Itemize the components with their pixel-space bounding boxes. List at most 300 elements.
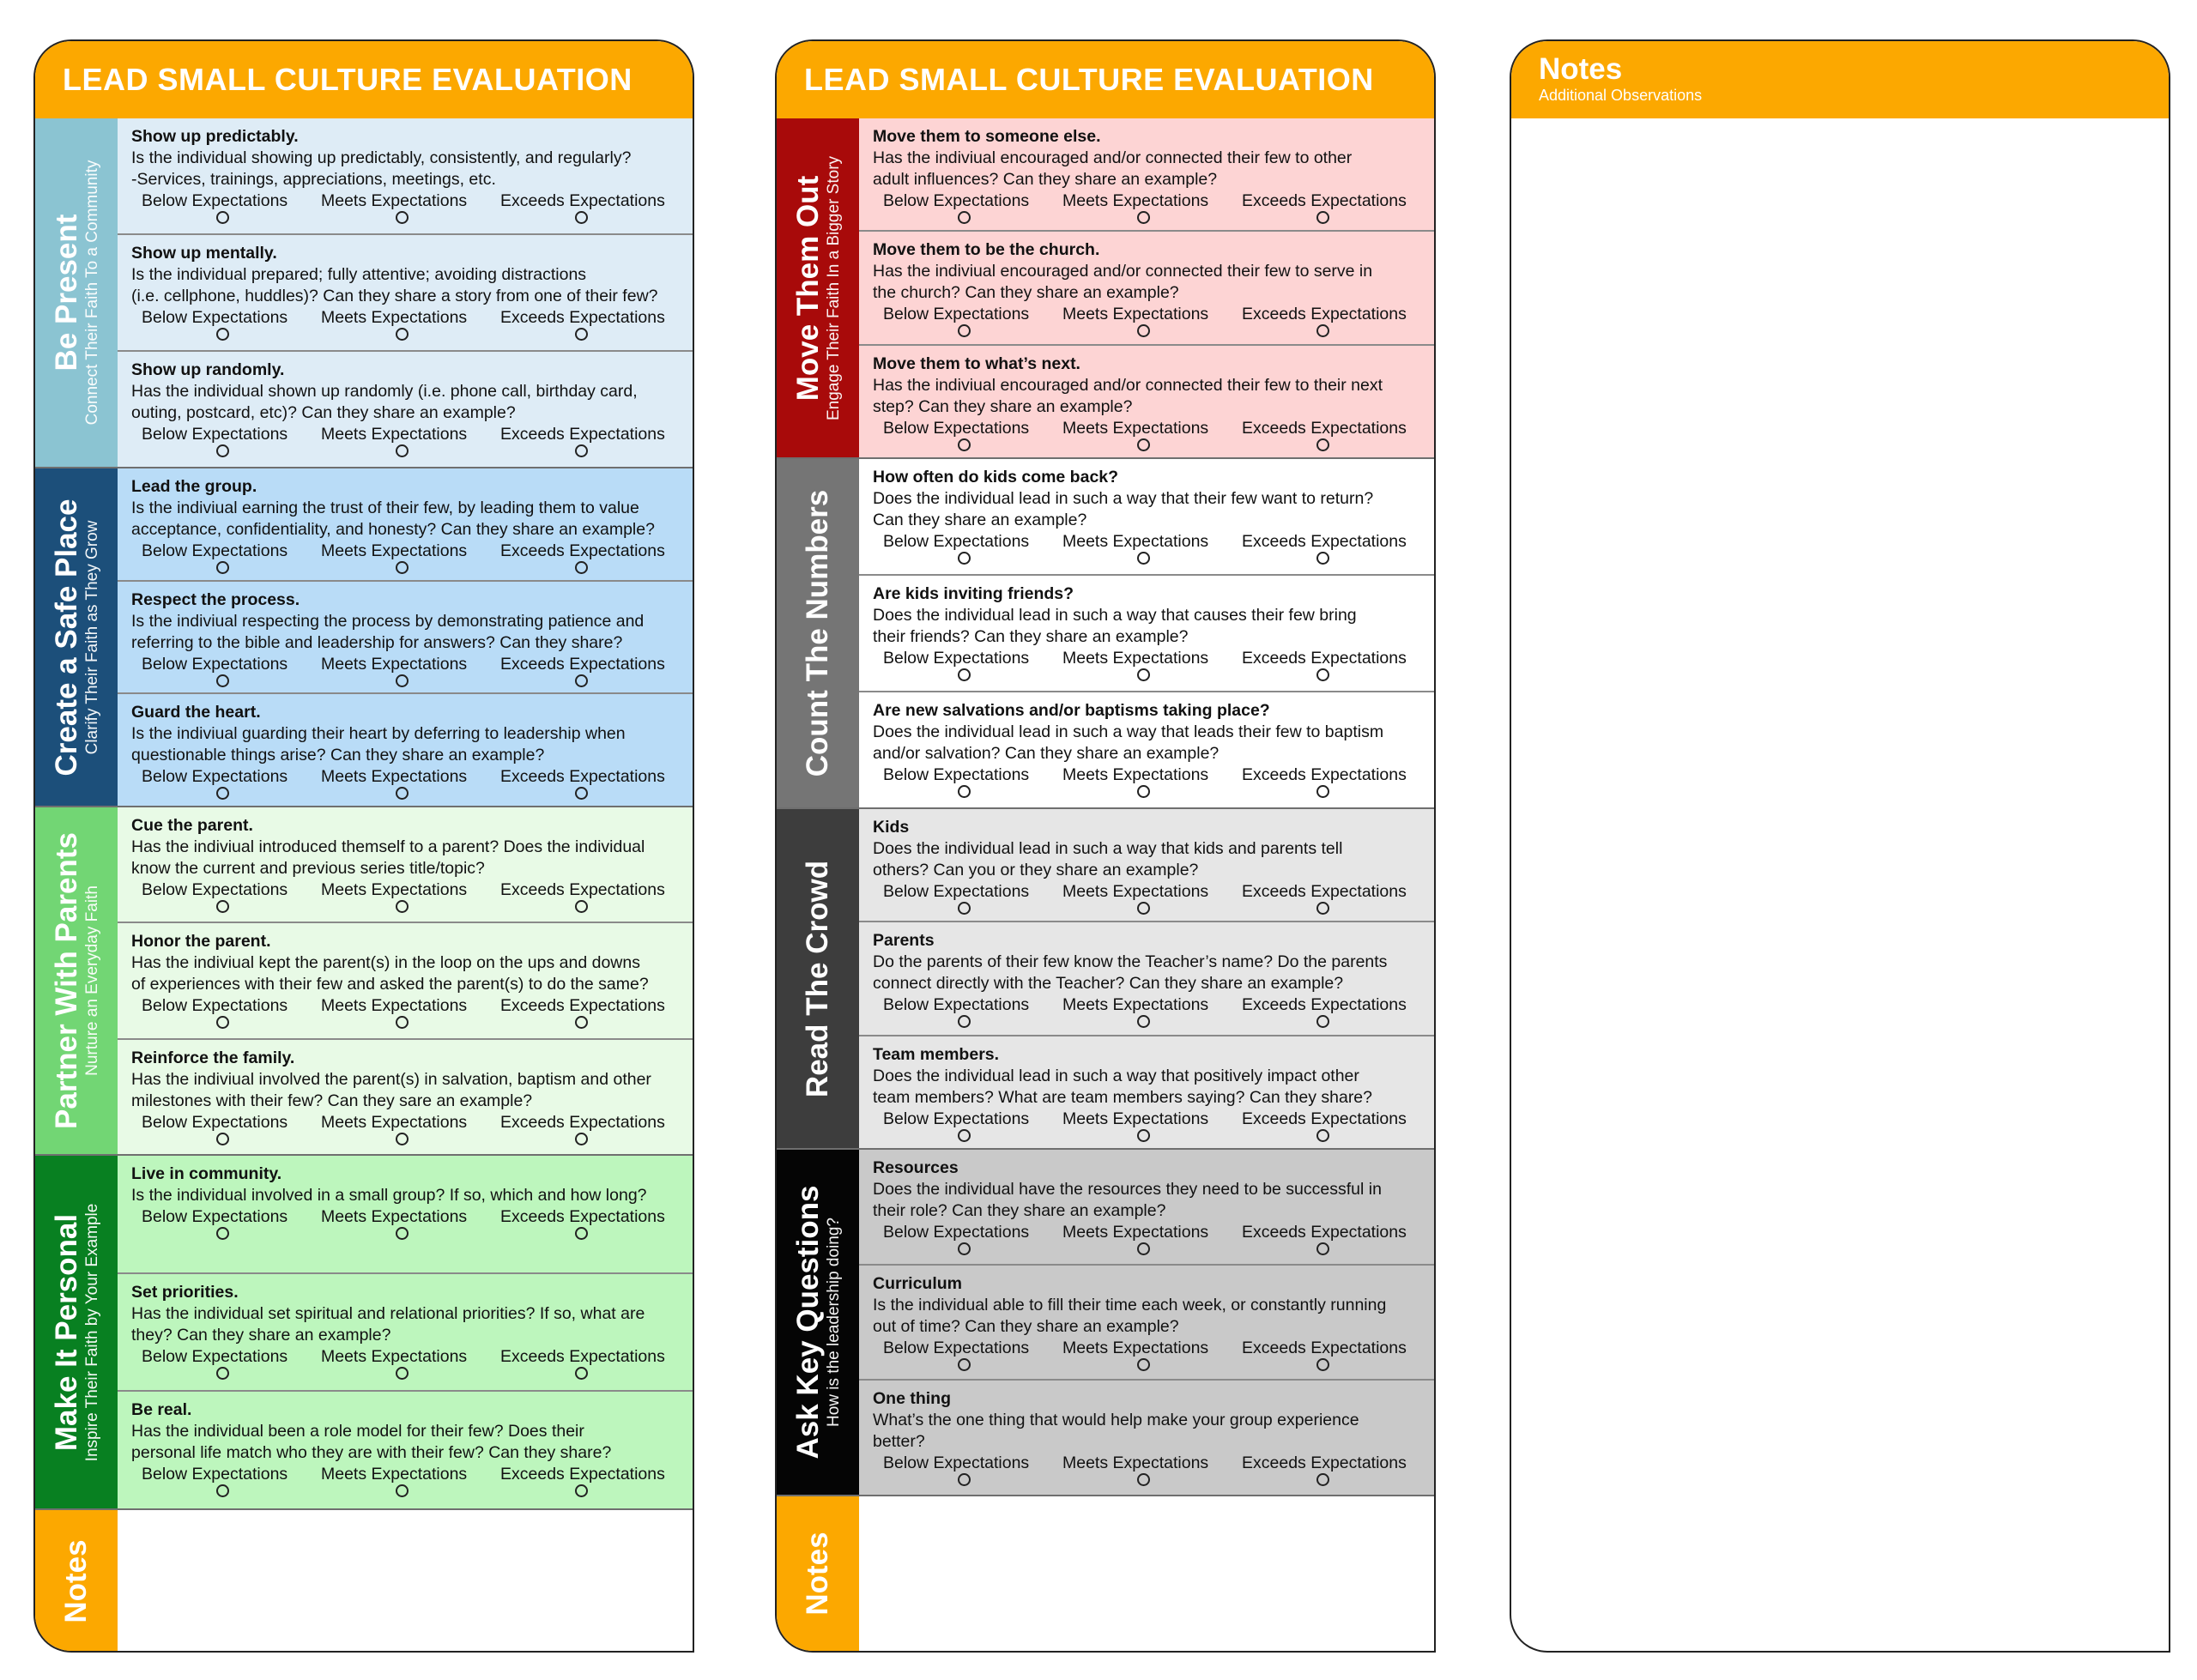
rating-option-below[interactable] — [142, 191, 321, 224]
question-text: Does the individual have the resources they need to be successful in their role? Can they share an example? — [873, 1180, 1382, 1220]
rating-option-exceeds[interactable] — [500, 425, 680, 457]
rating-label: Exceeds Expectations — [1242, 191, 1407, 210]
evaluation-card-left — [33, 39, 694, 1653]
rating-option-below[interactable] — [883, 419, 1062, 451]
rating-label: Meets Expectations — [321, 996, 468, 1016]
rating-option-exceeds[interactable] — [500, 308, 680, 341]
rating-option-exceeds[interactable] — [500, 655, 680, 687]
rating-label: Meets Expectations — [321, 191, 468, 210]
rating-option-below[interactable] — [883, 1109, 1062, 1142]
rating-label: Exceeds Expectations — [1242, 305, 1407, 324]
rating-option-meets[interactable] — [1062, 882, 1242, 915]
rating-radio[interactable] — [216, 1367, 229, 1380]
rating-radio[interactable] — [1137, 1473, 1150, 1486]
section-read-the-crowd — [777, 809, 1434, 1150]
question-item — [118, 468, 693, 582]
rating-option-below[interactable] — [883, 191, 1062, 224]
rating-option-below[interactable] — [142, 655, 321, 687]
notes-area[interactable] — [118, 1510, 693, 1653]
rating-option-meets[interactable] — [1062, 1339, 1242, 1371]
notes-row — [35, 1510, 693, 1653]
rating-option-meets[interactable] — [321, 880, 500, 913]
rating-radio[interactable] — [216, 444, 229, 457]
question-title: Curriculum — [873, 1273, 963, 1293]
rating-scale — [873, 532, 1427, 565]
rating-option-below[interactable] — [142, 1347, 321, 1380]
question-text: Has the individual shown up randomly (i.e. phone call, birthday card, outing, postcard, etc)? Can they share an example? — [131, 382, 638, 422]
question-title: Be real. — [131, 1400, 192, 1420]
question-title: How often do kids come back? — [873, 468, 1119, 486]
question-text: Has the indiviual introduced themself to a parent? Does the individual know the current and previous series title/topic? — [131, 837, 645, 878]
rating-option-below[interactable] — [883, 532, 1062, 565]
rating-option-below[interactable] — [142, 425, 321, 457]
rating-scale — [131, 541, 686, 574]
rating-label: Below Expectations — [142, 1346, 288, 1366]
question-title: Parents — [873, 931, 935, 951]
rating-scale — [873, 1453, 1427, 1486]
question-title: Move them to what’s next. — [873, 354, 1080, 373]
rating-option-meets[interactable] — [1062, 995, 1242, 1028]
rating-radio[interactable] — [216, 900, 229, 913]
notes-tab — [35, 1510, 118, 1653]
rating-radio[interactable] — [575, 787, 588, 800]
question-item — [859, 809, 1434, 922]
rating-label: Meets Expectations — [321, 1207, 468, 1226]
rating-scale — [131, 1113, 686, 1145]
rating-radio[interactable] — [1137, 324, 1150, 337]
rating-radio[interactable] — [575, 674, 588, 687]
rating-label: Meets Expectations — [1062, 1453, 1209, 1473]
question-title: Respect the process. — [131, 589, 300, 609]
rating-label: Meets Expectations — [1062, 995, 1209, 1015]
section-tab — [35, 468, 118, 806]
notes-row — [777, 1496, 1434, 1651]
rating-option-meets[interactable] — [1062, 1109, 1242, 1142]
rating-option-exceeds[interactable] — [500, 1347, 680, 1380]
rating-label: Exceeds Expectations — [500, 996, 665, 1016]
rating-label: Exceeds Expectations — [1242, 1338, 1407, 1357]
rating-option-exceeds[interactable] — [1242, 305, 1421, 337]
question-title: Show up predictably. — [131, 127, 299, 146]
section-title: Ask Key Questions — [791, 1185, 825, 1459]
rating-radio[interactable] — [216, 787, 229, 800]
question-text: Do the parents of their few know the Teacher’s name? Do the parents connect directly with the Teacher? Can they share an example? — [873, 952, 1388, 994]
rating-radio[interactable] — [575, 1484, 588, 1497]
section-subtitle: How is the leadership doing? — [825, 1218, 843, 1427]
rating-label: Meets Expectations — [321, 1465, 468, 1484]
section-title: Move Them Out — [791, 175, 825, 401]
rating-option-exceeds[interactable] — [1242, 649, 1421, 681]
rating-scale — [873, 1109, 1427, 1142]
rating-option-meets[interactable] — [321, 1113, 500, 1145]
rating-option-meets[interactable] — [321, 308, 500, 341]
question-item — [859, 232, 1434, 345]
rating-option-meets[interactable] — [1062, 1453, 1242, 1486]
question-item — [859, 1266, 1434, 1381]
rating-option-meets[interactable] — [321, 425, 500, 457]
rating-label: Meets Expectations — [321, 541, 468, 560]
card-title: LEAD SMALL CULTURE EVALUATION — [777, 41, 1434, 118]
rating-option-meets[interactable] — [321, 541, 500, 574]
question-list — [859, 459, 1434, 807]
rating-radio[interactable] — [958, 1242, 971, 1255]
rating-radio[interactable] — [396, 444, 409, 457]
rating-label: Exceeds Expectations — [500, 1346, 665, 1366]
section-tab — [35, 118, 118, 467]
rating-option-below[interactable] — [883, 1223, 1062, 1255]
rating-radio[interactable] — [216, 561, 229, 574]
notes-header — [1511, 41, 2169, 118]
rating-radio[interactable] — [1316, 1473, 1329, 1486]
rating-label: Exceeds Expectations — [500, 425, 665, 444]
rating-radio[interactable] — [958, 1129, 971, 1142]
rating-option-exceeds[interactable] — [1242, 882, 1421, 915]
rating-radio[interactable] — [1137, 1015, 1150, 1028]
rating-radio[interactable] — [575, 211, 588, 224]
rating-label: Exceeds Expectations — [1242, 765, 1407, 784]
rating-option-meets[interactable] — [1062, 765, 1242, 798]
rating-label: Below Expectations — [142, 308, 288, 327]
rating-label: Meets Expectations — [321, 767, 468, 787]
rating-radio[interactable] — [396, 900, 409, 913]
section-tab — [777, 1150, 859, 1495]
rating-radio[interactable] — [216, 1484, 229, 1497]
rating-label: Below Expectations — [883, 1338, 1030, 1357]
rating-option-below[interactable] — [883, 649, 1062, 681]
rating-radio[interactable] — [1316, 785, 1329, 798]
question-list — [118, 1156, 693, 1508]
rating-radio[interactable] — [216, 211, 229, 224]
rating-radio[interactable] — [575, 1227, 588, 1240]
rating-radio[interactable] — [396, 1016, 409, 1029]
question-item — [859, 346, 1434, 457]
rating-option-meets[interactable] — [1062, 649, 1242, 681]
section-tab — [777, 118, 859, 457]
rating-radio[interactable] — [1316, 438, 1329, 451]
rating-scale — [131, 1465, 686, 1497]
rating-label: Meets Expectations — [1062, 882, 1209, 901]
rating-label: Meets Expectations — [321, 880, 468, 899]
rating-option-exceeds[interactable] — [1242, 419, 1421, 451]
notes-subtitle: Additional Observations — [1539, 87, 1703, 104]
section-title: Read The Crowd — [801, 860, 834, 1097]
rating-radio[interactable] — [396, 561, 409, 574]
rating-radio[interactable] — [958, 902, 971, 915]
rating-label: Meets Expectations — [1062, 1109, 1209, 1128]
rating-option-meets[interactable] — [1062, 1223, 1242, 1255]
rating-radio[interactable] — [958, 668, 971, 681]
section-move-them-out — [777, 118, 1434, 459]
rating-label: Meets Expectations — [321, 308, 468, 327]
rating-label: Exceeds Expectations — [500, 308, 665, 327]
rating-radio[interactable] — [1137, 668, 1150, 681]
rating-radio[interactable] — [575, 444, 588, 457]
rating-option-below[interactable] — [142, 1113, 321, 1145]
rating-radio[interactable] — [216, 674, 229, 687]
rating-option-below[interactable] — [142, 541, 321, 574]
notes-label: Notes — [59, 1539, 93, 1623]
rating-scale — [873, 765, 1427, 798]
notes-tab — [777, 1496, 859, 1651]
rating-label: Meets Expectations — [1062, 418, 1209, 438]
question-title: Team members. — [873, 1044, 1000, 1064]
question-list — [859, 809, 1434, 1148]
rating-scale — [131, 880, 686, 913]
rating-label: Below Expectations — [883, 532, 1030, 551]
rating-option-meets[interactable] — [321, 1465, 500, 1497]
rating-scale — [873, 1339, 1427, 1371]
section-title: Partner With Parents — [50, 832, 83, 1129]
question-item — [859, 118, 1434, 232]
question-text: Has the indiviual involved the parent(s) in salvation, baptism and other milestones with their few? Can they sare an example? — [131, 1069, 651, 1110]
question-title: Show up mentally. — [131, 244, 277, 263]
rating-option-meets[interactable] — [321, 655, 500, 687]
rating-radio[interactable] — [575, 561, 588, 574]
question-text: Does the individual lead in such a way that leads their few to baptism and/or salvation? Can they share an example? — [873, 722, 1384, 763]
rating-radio[interactable] — [216, 1133, 229, 1145]
rating-option-exceeds[interactable] — [1242, 1339, 1421, 1371]
section-subtitle: Nurture an Everyday Faith — [83, 885, 101, 1076]
rating-label: Meets Expectations — [1062, 649, 1209, 668]
rating-radio[interactable] — [1137, 785, 1150, 798]
rating-label: Exceeds Expectations — [1242, 418, 1407, 438]
rating-label: Meets Expectations — [1062, 532, 1209, 551]
rating-radio[interactable] — [575, 1016, 588, 1029]
rating-option-below[interactable] — [883, 765, 1062, 798]
rating-option-meets[interactable] — [1062, 532, 1242, 565]
rating-option-below[interactable] — [883, 305, 1062, 337]
rating-option-exceeds[interactable] — [1242, 1109, 1421, 1142]
question-item — [118, 118, 693, 235]
section-title: Make It Personal — [50, 1213, 83, 1451]
rating-option-below[interactable] — [883, 995, 1062, 1028]
rating-radio[interactable] — [958, 552, 971, 565]
rating-option-meets[interactable] — [321, 1207, 500, 1240]
rating-radio[interactable] — [396, 1227, 409, 1240]
rating-option-exceeds[interactable] — [1242, 765, 1421, 798]
section-count-the-numbers — [777, 459, 1434, 809]
rating-radio[interactable] — [1316, 552, 1329, 565]
rating-option-meets[interactable] — [321, 191, 500, 224]
rating-option-exceeds[interactable] — [1242, 191, 1421, 224]
rating-label: Below Expectations — [883, 649, 1030, 668]
rating-label: Exceeds Expectations — [500, 541, 665, 560]
question-title: Set priorities. — [131, 1282, 239, 1302]
notes-area[interactable] — [859, 1496, 1434, 1651]
question-title: Move them to someone else. — [873, 127, 1101, 146]
rating-radio[interactable] — [958, 1358, 971, 1371]
rating-option-exceeds[interactable] — [500, 880, 680, 913]
rating-radio[interactable] — [1316, 324, 1329, 337]
question-item — [859, 922, 1434, 1036]
rating-option-exceeds[interactable] — [500, 541, 680, 574]
rating-option-below[interactable] — [142, 767, 321, 800]
section-title: Be Present — [50, 214, 83, 372]
rating-option-meets[interactable] — [321, 767, 500, 800]
rating-label: Exceeds Expectations — [500, 1112, 665, 1132]
rating-scale — [873, 305, 1427, 337]
section-subtitle: Engage Their Faith In a Bigger Story — [825, 155, 843, 420]
question-item — [118, 923, 693, 1039]
rating-option-meets[interactable] — [321, 1347, 500, 1380]
section-title: Create a Safe Place — [50, 499, 83, 776]
rating-scale — [873, 882, 1427, 915]
question-item — [859, 692, 1434, 807]
question-list — [859, 1150, 1434, 1495]
rating-radio[interactable] — [396, 211, 409, 224]
rating-option-exceeds[interactable] — [500, 1465, 680, 1497]
question-item — [118, 694, 693, 806]
rating-radio[interactable] — [396, 1133, 409, 1145]
rating-label: Exceeds Expectations — [500, 767, 665, 787]
rating-scale — [873, 191, 1427, 224]
question-item — [118, 1274, 693, 1393]
rating-radio[interactable] — [1316, 1129, 1329, 1142]
notes-title: Notes — [1539, 52, 1623, 86]
section-subtitle: Connect Their Faith To a Community — [83, 160, 101, 426]
rating-label: Meets Expectations — [1062, 1223, 1209, 1242]
rating-label: Exceeds Expectations — [1242, 882, 1407, 901]
rating-label: Below Expectations — [883, 1109, 1030, 1128]
rating-option-exceeds[interactable] — [500, 191, 680, 224]
rating-label: Meets Expectations — [1062, 191, 1209, 210]
rating-radio[interactable] — [396, 787, 409, 800]
rating-radio[interactable] — [575, 328, 588, 341]
rating-radio[interactable] — [216, 1227, 229, 1240]
rating-scale — [131, 191, 686, 224]
rating-label: Below Expectations — [142, 541, 288, 560]
section-make-it-personal — [35, 1156, 693, 1510]
rating-radio[interactable] — [1137, 1242, 1150, 1255]
question-title: Honor the parent. — [131, 932, 271, 952]
rating-radio[interactable] — [396, 1367, 409, 1380]
rating-radio[interactable] — [575, 900, 588, 913]
section-tab — [777, 809, 859, 1148]
rating-label: Below Expectations — [883, 1453, 1030, 1473]
rating-radio[interactable] — [1137, 1129, 1150, 1142]
rating-radio[interactable] — [216, 328, 229, 341]
rating-label: Below Expectations — [142, 654, 288, 674]
rating-radio[interactable] — [1137, 211, 1150, 224]
question-list — [118, 118, 693, 467]
rating-radio[interactable] — [575, 1133, 588, 1145]
rating-radio[interactable] — [216, 1016, 229, 1029]
rating-label: Below Expectations — [883, 882, 1030, 901]
rating-option-exceeds[interactable] — [500, 1207, 680, 1240]
rating-label: Exceeds Expectations — [500, 880, 665, 899]
rating-option-below[interactable] — [142, 996, 321, 1029]
rating-radio[interactable] — [1316, 1242, 1329, 1255]
rating-label: Below Expectations — [142, 1465, 288, 1484]
rating-radio[interactable] — [1316, 902, 1329, 915]
section-tab — [35, 1156, 118, 1508]
rating-option-below[interactable] — [142, 1207, 321, 1240]
rating-radio[interactable] — [1316, 1358, 1329, 1371]
rating-scale — [131, 1347, 686, 1380]
rating-radio[interactable] — [396, 328, 409, 341]
question-text: Has the indiviual encouraged and/or connected their few to their next step? Can they share an example? — [873, 375, 1383, 416]
rating-option-below[interactable] — [142, 308, 321, 341]
rating-scale — [131, 767, 686, 800]
rating-label: Exceeds Expectations — [1242, 1223, 1407, 1242]
rating-option-exceeds[interactable] — [1242, 1453, 1421, 1486]
evaluation-card-middle — [775, 39, 1436, 1653]
rating-radio[interactable] — [396, 1484, 409, 1497]
rating-radio[interactable] — [1137, 438, 1150, 451]
rating-option-below[interactable] — [142, 1465, 321, 1497]
rating-label: Exceeds Expectations — [500, 1207, 665, 1226]
rating-option-exceeds[interactable] — [1242, 1223, 1421, 1255]
rating-option-exceeds[interactable] — [500, 1113, 680, 1145]
rating-radio[interactable] — [396, 674, 409, 687]
rating-label: Exceeds Expectations — [1242, 649, 1407, 668]
question-item — [859, 1381, 1434, 1495]
rating-scale — [131, 425, 686, 457]
question-title: Resources — [873, 1158, 959, 1177]
rating-label: Meets Expectations — [1062, 305, 1209, 324]
rating-option-meets[interactable] — [1062, 305, 1242, 337]
rating-option-below[interactable] — [883, 1339, 1062, 1371]
rating-label: Meets Expectations — [321, 1346, 468, 1366]
rating-radio[interactable] — [958, 785, 971, 798]
rating-radio[interactable] — [1137, 1358, 1150, 1371]
rating-option-exceeds[interactable] — [500, 767, 680, 800]
rating-label: Below Expectations — [883, 995, 1030, 1015]
rating-option-below[interactable] — [883, 1453, 1062, 1486]
question-text: Does the individual lead in such a way that kids and parents tell others? Can you or they share an example? — [873, 839, 1343, 879]
notes-writing-area[interactable] — [1511, 118, 2169, 1651]
question-item — [859, 576, 1434, 692]
rating-radio[interactable] — [575, 1367, 588, 1380]
card-title: LEAD SMALL CULTURE EVALUATION — [35, 41, 693, 118]
rating-radio[interactable] — [1137, 552, 1150, 565]
rating-option-below[interactable] — [883, 882, 1062, 915]
rating-option-exceeds[interactable] — [500, 996, 680, 1029]
rating-label: Meets Expectations — [1062, 1338, 1209, 1357]
rating-radio[interactable] — [958, 438, 971, 451]
rating-label: Below Expectations — [142, 191, 288, 210]
rating-label: Below Expectations — [142, 880, 288, 899]
rating-scale — [873, 419, 1427, 451]
rating-scale — [873, 1223, 1427, 1255]
rating-option-meets[interactable] — [321, 996, 500, 1029]
question-text: Has the indiviual encouraged and/or connected their few to serve in the church? Can they share an example? — [873, 262, 1373, 303]
rating-option-meets[interactable] — [1062, 419, 1242, 451]
rating-label: Exceeds Expectations — [1242, 1453, 1407, 1473]
question-item — [118, 352, 693, 467]
rating-option-meets[interactable] — [1062, 191, 1242, 224]
rating-label: Below Expectations — [142, 996, 288, 1016]
rating-option-exceeds[interactable] — [1242, 532, 1421, 565]
rating-radio[interactable] — [1137, 902, 1150, 915]
rating-radio[interactable] — [958, 324, 971, 337]
rating-radio[interactable] — [1316, 1015, 1329, 1028]
question-item — [859, 459, 1434, 576]
rating-option-exceeds[interactable] — [1242, 995, 1421, 1028]
question-text: Has the individual been a role model for their few? Does their personal life match who they are with their few? Can they share? — [131, 1422, 612, 1463]
rating-option-below[interactable] — [142, 880, 321, 913]
rating-radio[interactable] — [958, 1015, 971, 1028]
notes-label: Notes — [801, 1532, 834, 1616]
question-text: Is the individual involved in a small group? If so, which and how long? — [131, 1186, 647, 1205]
rating-radio[interactable] — [1316, 668, 1329, 681]
question-title: Cue the parent. — [131, 816, 253, 835]
rating-radio[interactable] — [958, 1473, 971, 1486]
rating-radio[interactable] — [1316, 211, 1329, 224]
rating-scale — [873, 649, 1427, 681]
question-text: Has the indiviual encouraged and/or connected their few to other adult influences? Can they share an example? — [873, 148, 1353, 189]
rating-radio[interactable] — [958, 211, 971, 224]
